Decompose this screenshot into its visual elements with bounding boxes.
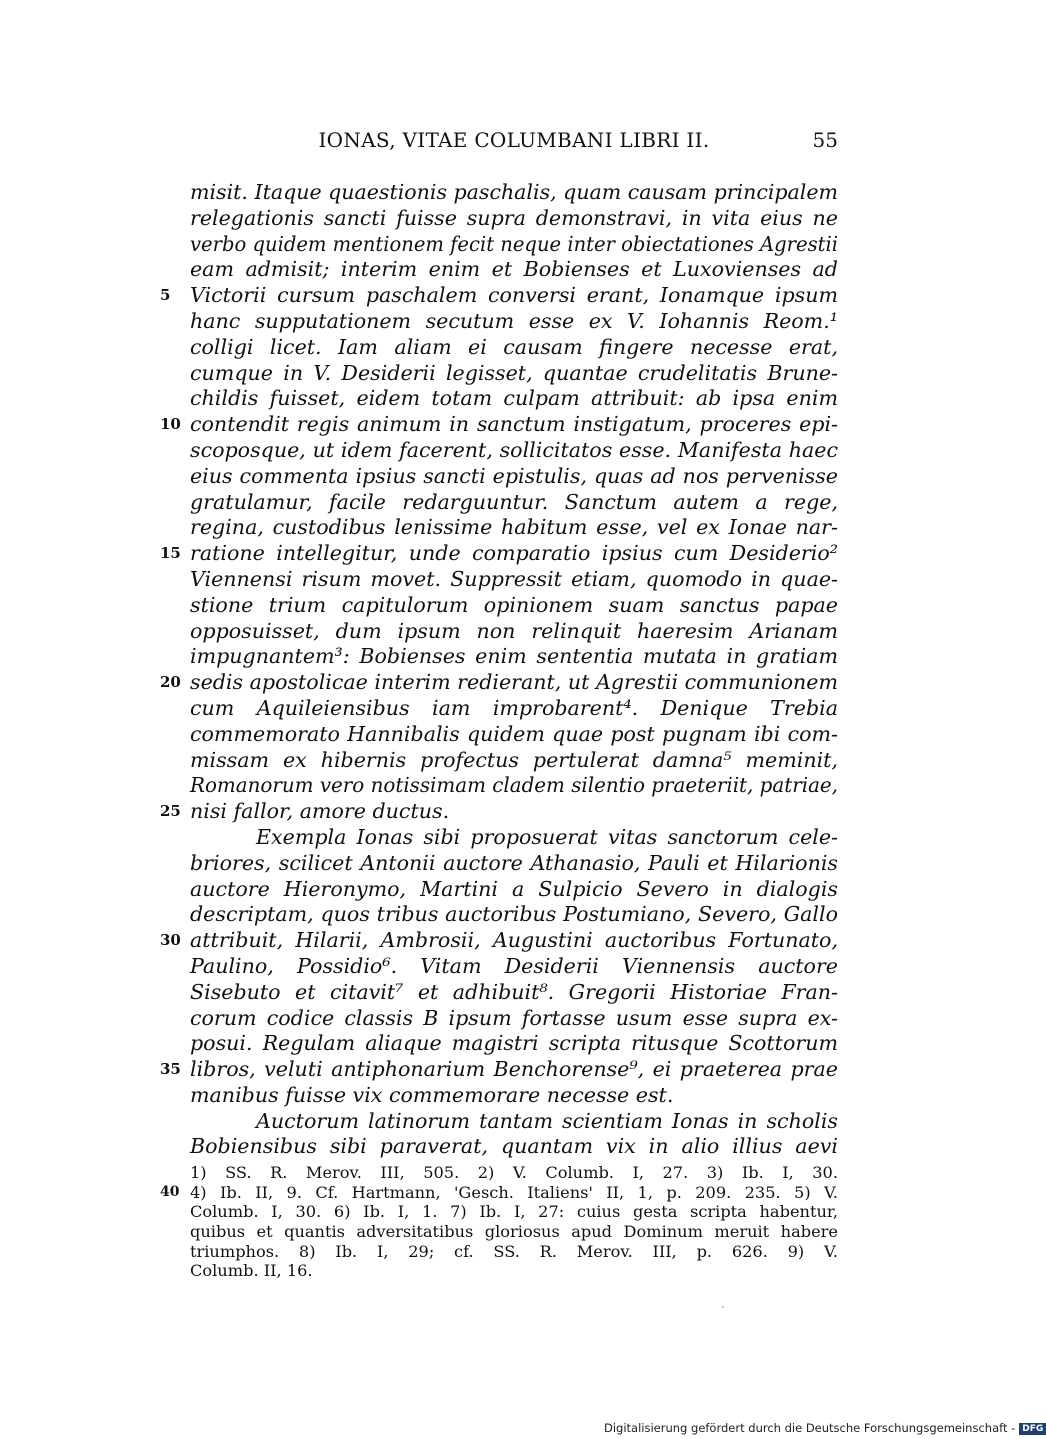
- line-text: impugnantem³: Bobienses enim sententia mutata in gratiam: [190, 644, 838, 669]
- text-line: [190, 490, 838, 516]
- text-line: [160, 928, 838, 954]
- text-line: [190, 825, 838, 851]
- line-text: stione trium capitulorum opinionem suam sanctus papae: [190, 592, 838, 617]
- text-line: [190, 1134, 838, 1160]
- text-line: [160, 1057, 838, 1083]
- line-text: gratulamur, facile redarguuntur. Sanctum autem a rege,: [190, 489, 838, 514]
- digitization-credit: [604, 1421, 1046, 1435]
- line-number: 10: [160, 415, 181, 434]
- text-line: [190, 180, 838, 206]
- line-text: Viennensi risum movet. Suppressit etiam, quomodo in quae-: [190, 566, 838, 591]
- footnote-line: [190, 1261, 838, 1281]
- line-text: contendit regis animum in sanctum instigatum, proceres epi-: [190, 412, 838, 437]
- line-text: childis fuisset, eidem totam culpam attribuit: ab ipsa enim: [190, 386, 838, 411]
- text-line: [190, 335, 838, 361]
- text-line: [190, 206, 838, 232]
- line-text: briores, scilicet Antonii auctore Athanasio, Pauli et Hilarionis: [190, 850, 838, 875]
- text-line: [190, 619, 838, 645]
- line-text: Victorii cursum paschalem conversi erant, Ionamque ipsum: [190, 283, 838, 308]
- line-text: missam ex hibernis profectus pertulerat damna⁵ meminit,: [190, 747, 838, 772]
- line-text: triumphos. 8) Ib. I, 29; cf. SS. R. Merov. III, p. 626. 9) V.: [190, 1241, 838, 1261]
- line-text: auctore Hieronymo, Martini a Sulpicio Severo in dialogis: [190, 876, 838, 901]
- dfg-logo: DFG: [1019, 1423, 1046, 1435]
- text-line: [190, 954, 838, 980]
- line-text: Paulino, Possidio⁶. Vitam Desiderii Viennensis auctore: [190, 953, 838, 978]
- line-text: quibus et quantis adversitatibus gloriosus apud Dominum meruit habere: [190, 1222, 838, 1242]
- line-text: scoposque, ut idem facerent, sollicitatos esse. Manifesta haec: [190, 437, 838, 462]
- text-line: [190, 515, 838, 541]
- text-line: [190, 644, 838, 670]
- page-number: 55: [812, 128, 838, 152]
- line-text: relegationis sancti fuisse supra demonstravi, in vita eius ne: [190, 205, 838, 230]
- line-text: sedis apostolicae interim redierant, ut Agrestii communionem: [190, 670, 838, 695]
- text-line: [190, 464, 838, 490]
- text-line: [190, 1109, 838, 1135]
- line-text: descriptam, quos tribus auctoribus Postumiano, Severo, Gallo: [190, 902, 838, 927]
- line-text: Romanorum vero notissimam cladem silentio praeteriit, patriae,: [190, 773, 838, 798]
- line-text: cum Aquileiensibus iam improbarent⁴. Denique Trebia: [190, 695, 838, 720]
- line-text: corum codice classis B ipsum fortasse usum esse supra ex-: [190, 1005, 838, 1030]
- text-line: [190, 386, 838, 412]
- line-text: commemorato Hannibalis quidem quae post pugnam ibi com-: [190, 721, 838, 746]
- line-text: 4) Ib. II, 9. Cf. Hartmann, 'Gesch. Italiens' II, 1, p. 209. 235. 5) V.: [190, 1182, 838, 1202]
- line-text: colligi licet. Iam aliam ei causam fingere necesse erat,: [190, 334, 838, 359]
- line-text: eam admisit; interim enim et Bobienses et Luxovienses ad: [190, 257, 838, 282]
- line-text: Columb. I, 30. 6) Ib. I, 1. 7) Ib. I, 27: cuius gesta scripta habentur,: [190, 1202, 838, 1222]
- line-text: 1) SS. R. Merov. III, 505. 2) V. Columb. I, 27. 3) Ib. I, 30.: [190, 1163, 838, 1182]
- text-line: [190, 1031, 838, 1057]
- scan-speck: [722, 1306, 724, 1308]
- line-text: verbo quidem mentionem fecit neque inter obiectationes Agrestii: [190, 231, 838, 256]
- body-text: [160, 180, 838, 1160]
- line-text: eius commenta ipsius sancti epistulis, quas ad nos pervenisse: [190, 463, 838, 488]
- text-line: [190, 361, 838, 387]
- running-title: IONAS, VITAE COLUMBANI LIBRI II.: [318, 128, 710, 152]
- line-text: Exempla Ionas sibi proposuerat vitas sanctorum cele-: [256, 824, 838, 849]
- footnote-line: [160, 1182, 838, 1203]
- text-line: [190, 567, 838, 593]
- line-text: Sisebuto et citavit⁷ et adhibuit⁸. Gregorii Historiae Fran-: [190, 979, 838, 1004]
- line-number: 25: [160, 802, 181, 821]
- text-line: [190, 593, 838, 619]
- text-line: [160, 799, 838, 825]
- line-number: 40: [160, 1183, 180, 1200]
- line-text: Bobiensibus sibi paraverat, quantam vix in alio illius aevi: [190, 1134, 838, 1159]
- line-text: regina, custodibus lenissime habitum esse, vel ex Ionae nar-: [190, 515, 838, 540]
- text-line: [190, 877, 838, 903]
- text-line: [190, 1006, 838, 1032]
- line-text: posui. Regulam aliaque magistri scripta ritusque Scottorum: [190, 1031, 838, 1056]
- line-text: misit. Itaque quaestionis paschalis, quam causam principalem: [190, 180, 838, 204]
- line-text: manibus fuisse vix commemorare necesse est.: [190, 1082, 674, 1107]
- line-number: 15: [160, 544, 181, 563]
- text-line: [190, 722, 838, 748]
- line-text: hanc supputationem secutum esse ex V. Iohannis Reom.¹: [190, 308, 838, 333]
- page-header: [190, 128, 838, 158]
- text-line: [190, 902, 838, 928]
- line-number: 35: [160, 1060, 181, 1079]
- line-text: attribuit, Hilarii, Ambrosii, Augustini auctoribus Fortunato,: [190, 928, 838, 953]
- line-text: ratione intellegitur, unde comparatio ipsius cum Desiderio²: [190, 541, 838, 566]
- footnote-line: [190, 1242, 838, 1262]
- text-line: [190, 851, 838, 877]
- text-line: [160, 670, 838, 696]
- footnote-line: [190, 1202, 838, 1222]
- line-text: Auctorum latinorum tantam scientiam Ionas in scholis: [256, 1108, 838, 1133]
- text-line: [190, 309, 838, 335]
- text-line: [160, 283, 838, 309]
- line-text: libros, veluti antiphonarium Benchorense⁹, ei praeterea prae: [190, 1057, 838, 1082]
- footnote-line: [190, 1163, 838, 1183]
- line-text: cumque in V. Desiderii legisset, quantae crudelitatis Brune-: [190, 360, 838, 385]
- text-line: [190, 1083, 838, 1109]
- line-number: 5: [160, 286, 171, 305]
- text-line: [190, 438, 838, 464]
- footnotes: [160, 1163, 838, 1281]
- line-text: Columb. II, 16.: [190, 1261, 313, 1281]
- credit-text: Digitalisierung gefördert durch die Deutsche Forschungsgemeinschaft -: [604, 1421, 1016, 1435]
- line-text: nisi fallor, amore ductus.: [190, 799, 450, 824]
- text-line: [190, 980, 838, 1006]
- text-line: [160, 541, 838, 567]
- text-line: [190, 232, 838, 258]
- line-number: 20: [160, 673, 181, 692]
- text-line: [190, 257, 838, 283]
- line-text: opposuisset, dum ipsum non relinquit haeresim Arianam: [190, 618, 838, 643]
- text-line: [190, 748, 838, 774]
- footnote-line: [190, 1222, 838, 1242]
- line-number: 30: [160, 931, 181, 950]
- text-line: [160, 412, 838, 438]
- text-line: [190, 696, 838, 722]
- text-line: [190, 773, 838, 799]
